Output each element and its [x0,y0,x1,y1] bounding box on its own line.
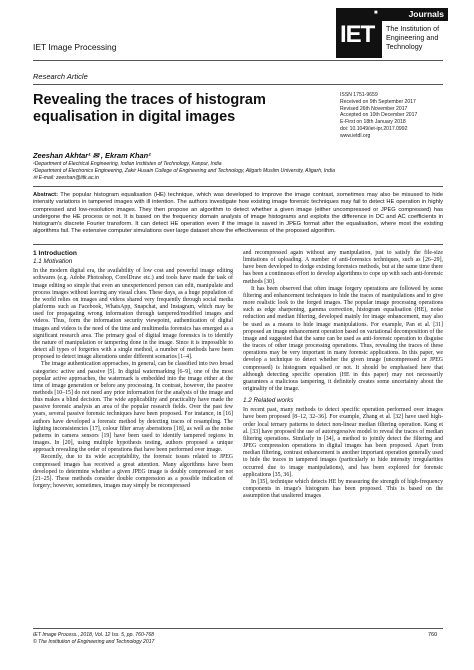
affiliation-1: ¹Department of Electrical Engineering, Indian Institutes of Technology, Kanpur, India [33,161,222,167]
abstract-text: The popular histogram equalisation (HE) technique, which was developed to improve the image contrast, sometimes may also be misused to hide intensity variations in tampered images with ill intention. The authors investigate how existing image forensic techniques may fail to detect HE operation in highly compressed and low-resolution images. They then propose an algorithm to detect whether a given image (either uncompressed or JPEG compressed) has undergone the HE process or not. It is based on the frequency domain analysis of image histograms and exploits the difference in DC and AC coefficients in histogram's discrete Fourier transform. It can detect HE operation even if the image is saved in JPEG format after the equalisation, where most the existing algorithms fail. The extensive computer simulations over large dataset show the effectiveness of the proposed algorithm. [33,192,443,235]
paragraph: In recent past, many methods to detect specific operation performed over images have been proposed [8–12, 32–36]. For example, Zhang et al. [32] have used high-order local ternary patterns to detect non-linear median filtering operation. Kang et al. [33] have proposed the use of autoregressive model to reveal the traces of median filtering operations. Similarly in [34], a method to jointly detect the filtering and JPEG compression operations in digital images has been proposed. Apart from median filtering, contrast enhancement is another important operation generally used to hide the traces in tampered images (particularly to hide intensity irregularities occurred due to image manipulations), and has been explored for forensic applications [35, 36]. [243,407,443,478]
abstract [33,192,443,236]
subsection-heading-related-works: 1.2 Related works [243,397,294,405]
footer-copyright: © The Institution of Engineering and Technology 2017 [33,639,155,645]
logo-institution-line2: Engineering and Technology [386,33,439,51]
meta-accepted: Accepted on 10th December 2017 [340,112,418,119]
iet-logo-mark [336,8,382,58]
paragraph: It has been observed that often image forgery operations are followed by some filtering and enhancement techniques to hide the traces of manipulations and to give more realistic look to the forged images. The popular image processing operations such as edge sharpening, gamma correction, histogram equalisation (HE), noise reduction and median filtering, developed mainly for image enhancement, may also be used as a means to hide image manipulations. For example, Pan et al. [31] proposed an image enhancement operation based on variational decomposition of the image and suggested that the same can be used as anti-forensic operation to disguise the traces of other image processing operations. Thus, revealing the traces of these operations may be very important in many forensic applications. In this paper, we develop a technique to detect whether the given image (uncompressed or JPEG compressed) is histogram equalised or not. It should be emphasised here that although detecting specific operation (HE in this paper) may not necessarily guarantees a malicious tampering, it definitely creates some uncertainty about the originality of the image. [243,285,443,392]
meta-efirst: E-First on 18th January 2018 [340,119,406,126]
iet-logo-letters: IET [340,21,375,48]
authors: Zeeshan Akhtar¹ ✉ , Ekram Khan² [33,151,151,160]
footer-citation: IET Image Process., 2018, Vol. 12 Iss. 5, pp. 760-768 [33,632,154,638]
footer-citation-block [33,632,154,646]
paper-title: Revealing the traces of histogram equalisation in digital images [33,92,266,125]
paragraph: In [35], technique which detects HE by measuring the strength of high-frequency components in image's histogram has been proposed. This is based on the assumption that unaltered images [243,478,443,500]
journal-name: IET Image Processing [33,42,117,52]
subsection-heading-motivation: 1.1 Motivation [33,258,73,266]
abstract-bottom-divider [33,244,443,245]
meta-issn: ISSN 1751-9659 [340,92,378,98]
meta-revised: Revised 26th November 2017 [340,105,408,112]
logo-journals-label: Journals [382,8,448,21]
meta-doi[interactable]: doi: 10.1049/iet-ipr.2017.0992 [340,125,408,132]
header-divider [33,60,443,61]
meta-url[interactable]: www.ietdl.org [340,132,371,139]
abstract-top-divider [33,186,443,187]
logo-institution-line1: The Institution of [386,24,440,33]
section-heading-introduction: 1 Introduction [33,250,77,257]
meta-received: Received on 9th September 2017 [340,98,416,105]
iet-logo [336,8,448,58]
paragraph: Recently, due to its wide acceptability, the forensic issues related to JPEG compressed images has received a great attention. Many algorithms have been developed to determine whether a given JPEG image is doubly compressed or not [21–25]. These methods consider double compression as a possible indication of forgery; however, sometimes, images may simply be recompressed [33,454,233,489]
iet-logo-star: ■ [374,10,378,16]
paragraph: In the modern digital era, the availability of low cost and powerful image editing softwares (e.g. Adobe Photoshop, CorelDraw etc.) and tools have made the task of image editing so simple that even an unexperienced person can edit, manipulate and process images without leaving any visual clues. These days, as a huge population of the world relies on images and videos shared very frequently through social media platforms such as Facebook, WhatsApp, Snapchat, and Instagram, which may be used for propagating wrong information through tampered/modified images and videos. Thus, form the information security viewpoint, authentication of digital images and videos is the need of the time and multimedia forensics has emerged as a significant research area. The primary goal of digital image forensics is to identify the nature of manipulation or tampering done in the image. Since it is impossible to detect all types of forgeries with a single method, a number of methods have been proposed to detect image alterations under different scenarios [1–4]. [33,268,233,361]
article-type: Research Article [33,72,88,81]
abstract-label: Abstract: [33,192,58,198]
footer-divider [33,628,443,629]
title-divider [33,84,443,85]
left-column [33,250,233,490]
right-column [243,250,443,500]
article-meta [340,92,417,140]
logo-institution [386,24,448,51]
paragraph: and recompressed again without any manipulation, just to satisfy the file-size limitations of uploading. A number of anti-forensics techniques, such as [26–29], have been developed to dodge existing forensics methods, but at the same time there has been a continuous effort to develop algorithms to cope up with such anti-forensic methods [30]. [243,250,443,285]
affiliation-2: ²Department of Electronics Engineering, Zakir Husain College of Engineering and Technology, Aligarh Muslim University, Aligarh, India [33,168,335,174]
paragraph: The image authentication approaches, in general, can be classified into two broad categories: active and passive [5]. In digital watermarking [6–9], one of the most popular active approaches, the watermark is embedded into the image either at the time of image generation or before any processing. In contrast, however, the passive methods [10–15] do not need any prior information for the analysis of the image and thus makes a blind decision. The wide applicability and practicality have made the passive forensic analysis an area of the popular research fields. Over the past few years, several passive forensic techniques have been proposed. For instance, in [16] authors have developed a forensic method by detecting traces of resampling. The lighting inconsistencies [17], colour filter array aberrations [18], as well as the noise patterns in camera sensors [19] have been used to identify tampered regions in images. In [20], using multiple hypothesis testing, authors proposed a unique approach revealing the order of operations that have been performed over image. [33,361,233,454]
page-number: 760 [428,632,438,638]
corresponding-email[interactable]: ✉ E-mail: zeeshan@iitk.ac.in [33,175,99,181]
